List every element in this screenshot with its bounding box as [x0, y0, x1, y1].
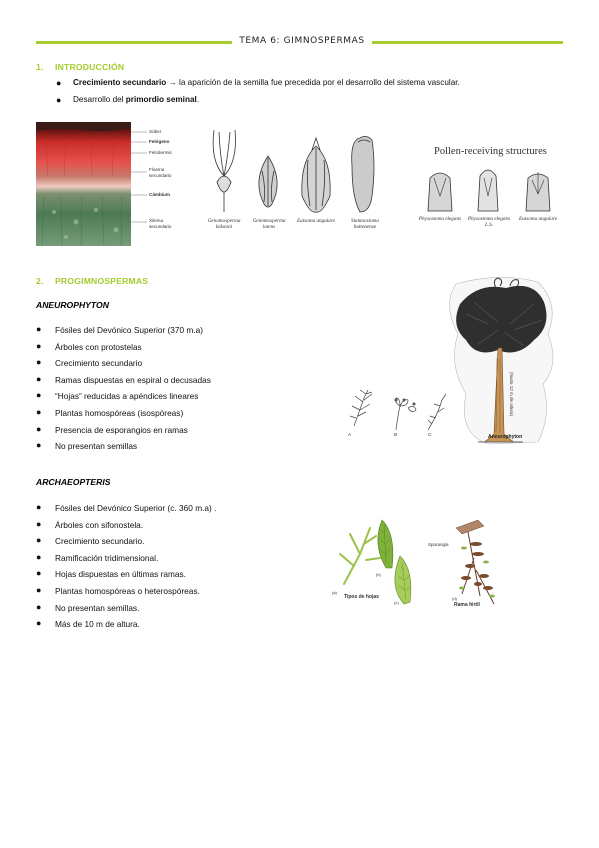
bullet-icon: ●	[36, 373, 42, 384]
leaf-types-caption: Tipos de hojas	[344, 594, 379, 600]
bullet-text-end: .	[196, 95, 200, 104]
subheading-archaeopteris: ARCHAEOPTERIS	[36, 477, 111, 487]
bullet-text: la aparición de la semilla fue precedida por el desarrollo del sistema vascular.	[176, 78, 460, 87]
stem-label-suber: Súber	[149, 129, 162, 134]
stem-label-cambium: Cámbium	[149, 192, 170, 197]
archaeopteris-leaves-figure	[330, 514, 425, 610]
aneurophyton-part-c: C	[428, 432, 432, 437]
fertile-part-d: (d)	[452, 596, 457, 601]
bullet-icon: ●	[56, 95, 62, 105]
bullet-icon: ●	[36, 568, 42, 579]
fertile-branch-caption: Rama fértil	[454, 602, 480, 608]
stem-section-image	[36, 122, 131, 246]
bullet-icon: ●	[36, 551, 42, 562]
ovule-caption-3: Eutsoma angulare	[297, 218, 335, 224]
pollen-drawings	[418, 166, 568, 216]
section-number: 2.	[36, 276, 44, 286]
ovule-caption-2: Genomosperma latens	[252, 218, 286, 230]
section-heading-progym	[36, 276, 148, 286]
archaeopteris-fertile-figure	[428, 518, 510, 612]
bullet-bold: Crecimiento secundario	[73, 78, 167, 87]
pollen-caption-3: Eutsoma angulare	[519, 216, 557, 222]
subheading-aneurophyton: ANEUROPHYTON	[36, 300, 109, 310]
section-title: PROGIMNOSPERMAS	[55, 276, 149, 286]
section-title: INTRODUCCIÓN	[55, 62, 125, 72]
header-rule-right	[372, 41, 563, 44]
pollen-caption-1: Physostoma elegans	[418, 216, 462, 222]
aneurophyton-height-label: (hasta 12 m de altura)	[509, 372, 514, 417]
aneurophyton-name-label: Aneurophyton	[488, 434, 523, 440]
bullet-icon: ●	[36, 423, 42, 434]
bullet-icon: ●	[36, 584, 42, 595]
arrow-icon: →	[168, 78, 177, 87]
ovule-evolution-figure	[200, 126, 400, 238]
section-number: 1.	[36, 62, 44, 72]
stem-label-xilema: Xilema secundario	[149, 218, 172, 229]
stem-section-figure	[36, 122, 186, 246]
bullet-icon: ●	[36, 601, 42, 612]
header-rule-left	[36, 41, 232, 44]
bullet-icon: ●	[36, 406, 42, 417]
leaf-part-b: (b)	[376, 572, 381, 577]
bullet-icon: ●	[36, 340, 42, 351]
bullet-bold: primordio seminal	[125, 95, 197, 104]
stem-label-floema: Floema secundario	[149, 167, 172, 178]
aneurophyton-tree-drawing	[338, 274, 563, 448]
bullet-icon: ●	[36, 535, 42, 546]
bullet-icon: ●	[36, 502, 42, 512]
ovule-caption-1: Genomosperma kidstoni	[207, 218, 241, 230]
page-title: TEMA 6: GIMNOSPERMAS	[239, 36, 365, 46]
bullet-icon: ●	[36, 324, 42, 334]
bullet-text: Desarrollo del	[73, 95, 126, 104]
bullet-icon: ●	[56, 78, 62, 88]
aneurophyton-figure	[338, 274, 563, 448]
ovule-caption-4: Stamnostoma huttonense	[351, 218, 379, 230]
fertile-branch-drawing	[440, 518, 510, 612]
aneurophyton-part-b: B	[394, 432, 398, 437]
ovule-drawings	[200, 126, 400, 216]
leaf-part-a: (a)	[332, 590, 337, 595]
stem-label-felodermis: Felodermis	[149, 150, 172, 155]
sporangia-label: Sporangia	[428, 542, 449, 547]
bullet-icon: ●	[36, 390, 42, 401]
stem-label-felogeno: Felógeno	[149, 139, 170, 144]
bullet-icon: ●	[36, 357, 42, 368]
pollen-caption-2: Physostoma elegans L.S.	[467, 216, 511, 228]
bullet-icon: ●	[36, 618, 42, 629]
section-heading-intro	[36, 62, 124, 72]
bullet-icon: ●	[36, 518, 42, 529]
aneurophyton-part-a: A	[348, 432, 352, 437]
pollen-figure-title: Pollen-receiving structures	[434, 146, 547, 157]
pollen-structures-figure	[418, 142, 568, 238]
leaf-part-c: (c)	[394, 600, 399, 605]
bullet-icon: ●	[36, 440, 42, 451]
